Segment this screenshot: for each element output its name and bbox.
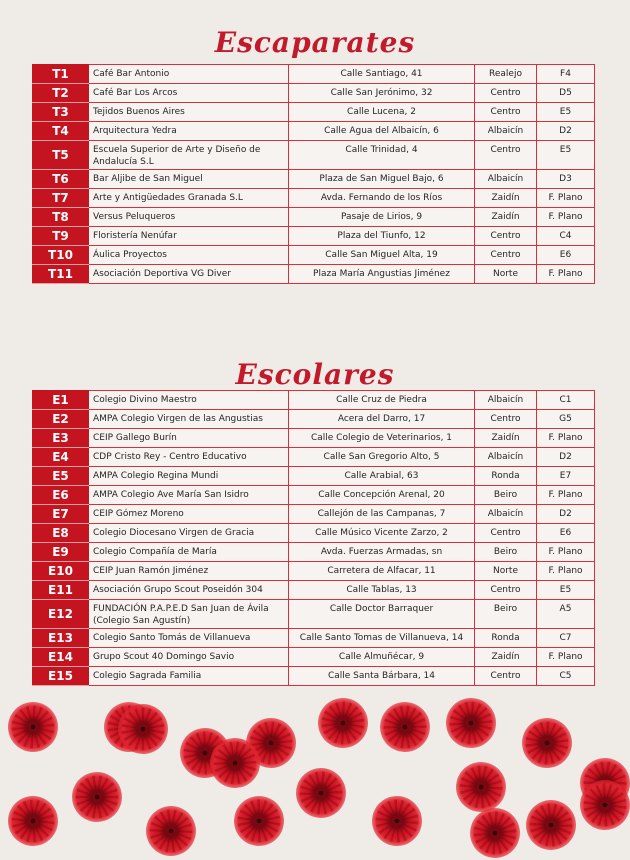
name-cell: Grupo Scout 40 Domingo Savio <box>89 648 289 667</box>
district-cell: Albaicín <box>475 391 537 410</box>
grid-cell: D5 <box>537 84 595 103</box>
district-cell: Zaidín <box>475 429 537 448</box>
table-row <box>33 600 595 629</box>
code-cell: E12 <box>33 600 89 629</box>
table-row <box>33 84 595 103</box>
code-cell: T5 <box>33 141 89 170</box>
grid-cell: E5 <box>537 581 595 600</box>
name-cell: Colegio Compañía de María <box>89 543 289 562</box>
table-row <box>33 667 595 686</box>
flower-icon <box>138 798 203 860</box>
escaparates-title: Escaparates <box>214 26 416 59</box>
grid-cell: G5 <box>537 410 595 429</box>
grid-cell: F. Plano <box>537 562 595 581</box>
table-row <box>33 448 595 467</box>
district-cell: Centro <box>475 84 537 103</box>
table-row <box>33 208 595 227</box>
table-row <box>33 429 595 448</box>
table-row <box>33 467 595 486</box>
grid-cell: E6 <box>537 524 595 543</box>
code-cell: E15 <box>33 667 89 686</box>
flower-icon <box>64 764 131 831</box>
address-cell: Calle Tablas, 13 <box>289 581 475 600</box>
address-cell: Calle Santo Tomas de Villanueva, 14 <box>289 629 475 648</box>
flower-icon <box>287 759 354 826</box>
address-cell: Calle Lucena, 2 <box>289 103 475 122</box>
code-cell: E2 <box>33 410 89 429</box>
code-cell: T9 <box>33 227 89 246</box>
address-cell: Carretera de Alfacar, 11 <box>289 562 475 581</box>
district-cell: Centro <box>475 103 537 122</box>
grid-cell: D2 <box>537 505 595 524</box>
grid-cell: F4 <box>537 65 595 84</box>
grid-cell: C5 <box>537 667 595 686</box>
district-cell: Centro <box>475 141 537 170</box>
address-cell: Calle San Jerónimo, 32 <box>289 84 475 103</box>
name-cell: AMPA Colegio Regina Mundi <box>89 467 289 486</box>
address-cell: Calle Músico Vicente Zarzo, 2 <box>289 524 475 543</box>
address-cell: Calle Agua del Albaicín, 6 <box>289 122 475 141</box>
table-row <box>33 629 595 648</box>
escolares-title: Escolares <box>235 358 395 391</box>
name-cell: AMPA Colegio Virgen de las Angustias <box>89 410 289 429</box>
address-cell: Calle San Miguel Alta, 19 <box>289 246 475 265</box>
name-cell: Arquitectura Yedra <box>89 122 289 141</box>
code-cell: T11 <box>33 265 89 284</box>
escolares-table <box>32 390 595 686</box>
name-cell: Tejidos Buenos Aires <box>89 103 289 122</box>
table-row <box>33 265 595 284</box>
grid-cell: D2 <box>537 122 595 141</box>
district-cell: Zaidín <box>475 189 537 208</box>
name-cell: Café Bar Antonio <box>89 65 289 84</box>
table-row <box>33 246 595 265</box>
table-row <box>33 189 595 208</box>
table-row <box>33 543 595 562</box>
code-cell: T4 <box>33 122 89 141</box>
flower-icon <box>362 786 432 856</box>
name-cell: CEIP Juan Ramón Jiménez <box>89 562 289 581</box>
address-cell: Plaza de San Miguel Bajo, 6 <box>289 170 475 189</box>
escaparates-table <box>32 64 595 284</box>
district-cell: Albaicín <box>475 448 537 467</box>
address-cell: Plaza del Tiunfo, 12 <box>289 227 475 246</box>
flower-icon <box>8 702 58 752</box>
table-row <box>33 227 595 246</box>
flower-icon <box>309 689 378 758</box>
flower-icon <box>228 790 289 851</box>
grid-cell: E7 <box>537 467 595 486</box>
code-cell: T6 <box>33 170 89 189</box>
district-cell: Centro <box>475 667 537 686</box>
table-row <box>33 170 595 189</box>
address-cell: Calle Concepción Arenal, 20 <box>289 486 475 505</box>
name-cell: Colegio Santo Tomás de Villanueva <box>89 629 289 648</box>
address-cell: Calle Santa Bárbara, 14 <box>289 667 475 686</box>
name-cell: Asociación Deportiva VG Diver <box>89 265 289 284</box>
table-row <box>33 141 595 170</box>
name-cell: Café Bar Los Arcos <box>89 84 289 103</box>
code-cell: T2 <box>33 84 89 103</box>
flower-icon <box>378 700 432 754</box>
grid-cell: C1 <box>537 391 595 410</box>
flower-icon <box>526 800 577 851</box>
code-cell: E10 <box>33 562 89 581</box>
table-row <box>33 562 595 581</box>
code-cell: T3 <box>33 103 89 122</box>
name-cell: Bar Aljibe de San Miguel <box>89 170 289 189</box>
grid-cell: E6 <box>537 246 595 265</box>
code-cell: E1 <box>33 391 89 410</box>
code-cell: T10 <box>33 246 89 265</box>
address-cell: Plaza María Angustias Jiménez <box>289 265 475 284</box>
code-cell: E4 <box>33 448 89 467</box>
name-cell: Colegio Diocesano Virgen de Gracia <box>89 524 289 543</box>
name-cell: AMPA Colegio Ave María San Isidro <box>89 486 289 505</box>
table-row <box>33 524 595 543</box>
flower-icon <box>518 714 577 773</box>
code-cell: E5 <box>33 467 89 486</box>
code-cell: T1 <box>33 65 89 84</box>
table-row <box>33 581 595 600</box>
name-cell: CEIP Gallego Burín <box>89 429 289 448</box>
grid-cell: F. Plano <box>537 648 595 667</box>
table-row <box>33 103 595 122</box>
district-cell: Centro <box>475 581 537 600</box>
district-cell: Centro <box>475 246 537 265</box>
grid-cell: E5 <box>537 141 595 170</box>
flower-icon <box>0 787 67 856</box>
grid-cell: F. Plano <box>537 486 595 505</box>
table-row <box>33 505 595 524</box>
district-cell: Centro <box>475 410 537 429</box>
grid-cell: F. Plano <box>537 543 595 562</box>
table-row <box>33 486 595 505</box>
district-cell: Centro <box>475 524 537 543</box>
name-cell: Áulica Proyectos <box>89 246 289 265</box>
address-cell: Callejón de las Campanas, 7 <box>289 505 475 524</box>
address-cell: Calle Trinidad, 4 <box>289 141 475 170</box>
code-cell: E14 <box>33 648 89 667</box>
address-cell: Calle San Gregorio Alto, 5 <box>289 448 475 467</box>
address-cell: Calle Colegio de Veterinarios, 1 <box>289 429 475 448</box>
name-cell: Asociación Grupo Scout Poseidón 304 <box>89 581 289 600</box>
name-cell: Escuela Superior de Arte y Diseño de Andalucía S.L <box>89 141 289 170</box>
flower-icon <box>436 688 507 759</box>
district-cell: Albaicín <box>475 122 537 141</box>
code-cell: E11 <box>33 581 89 600</box>
district-cell: Zaidín <box>475 648 537 667</box>
address-cell: Calle Santiago, 41 <box>289 65 475 84</box>
district-cell: Realejo <box>475 65 537 84</box>
grid-cell: C7 <box>537 629 595 648</box>
district-cell: Albaicín <box>475 170 537 189</box>
grid-cell: C4 <box>537 227 595 246</box>
table-row <box>33 122 595 141</box>
district-cell: Ronda <box>475 629 537 648</box>
name-cell: Arte y Antigüedades Granada S.L <box>89 189 289 208</box>
code-cell: T8 <box>33 208 89 227</box>
address-cell: Avda. Fernando de los Ríos <box>289 189 475 208</box>
code-cell: E9 <box>33 543 89 562</box>
address-cell: Calle Arabial, 63 <box>289 467 475 486</box>
grid-cell: A5 <box>537 600 595 629</box>
district-cell: Beiro <box>475 600 537 629</box>
table-row <box>33 648 595 667</box>
name-cell: Floristería Nenúfar <box>89 227 289 246</box>
grid-cell: F. Plano <box>537 189 595 208</box>
name-cell: FUNDACIÓN P.A.P.E.D San Juan de Ávila (Colegio San Agustín) <box>89 600 289 629</box>
name-cell: Versus Peluqueros <box>89 208 289 227</box>
name-cell: CEIP Gómez Moreno <box>89 505 289 524</box>
district-cell: Beiro <box>475 486 537 505</box>
code-cell: E13 <box>33 629 89 648</box>
district-cell: Ronda <box>475 467 537 486</box>
district-cell: Zaidín <box>475 208 537 227</box>
grid-cell: F. Plano <box>537 429 595 448</box>
district-cell: Beiro <box>475 543 537 562</box>
grid-cell: E5 <box>537 103 595 122</box>
district-cell: Albaicín <box>475 505 537 524</box>
district-cell: Norte <box>475 265 537 284</box>
name-cell: Colegio Divino Maestro <box>89 391 289 410</box>
name-cell: Colegio Sagrada Familia <box>89 667 289 686</box>
district-cell: Norte <box>475 562 537 581</box>
table-row <box>33 410 595 429</box>
code-cell: T7 <box>33 189 89 208</box>
address-cell: Avda. Fuerzas Armadas, sn <box>289 543 475 562</box>
name-cell: CDP Cristo Rey - Centro Educativo <box>89 448 289 467</box>
grid-cell: D2 <box>537 448 595 467</box>
code-cell: E7 <box>33 505 89 524</box>
grid-cell: D3 <box>537 170 595 189</box>
flower-icon <box>452 758 510 816</box>
grid-cell: F. Plano <box>537 208 595 227</box>
code-cell: E6 <box>33 486 89 505</box>
address-cell: Calle Cruz de Piedra <box>289 391 475 410</box>
table-row <box>33 391 595 410</box>
table-row <box>33 65 595 84</box>
address-cell: Calle Doctor Barraquer <box>289 600 475 629</box>
address-cell: Pasaje de Lirios, 9 <box>289 208 475 227</box>
code-cell: E8 <box>33 524 89 543</box>
district-cell: Centro <box>475 227 537 246</box>
code-cell: E3 <box>33 429 89 448</box>
address-cell: Calle Almuñécar, 9 <box>289 648 475 667</box>
address-cell: Acera del Darro, 17 <box>289 410 475 429</box>
grid-cell: F. Plano <box>537 265 595 284</box>
